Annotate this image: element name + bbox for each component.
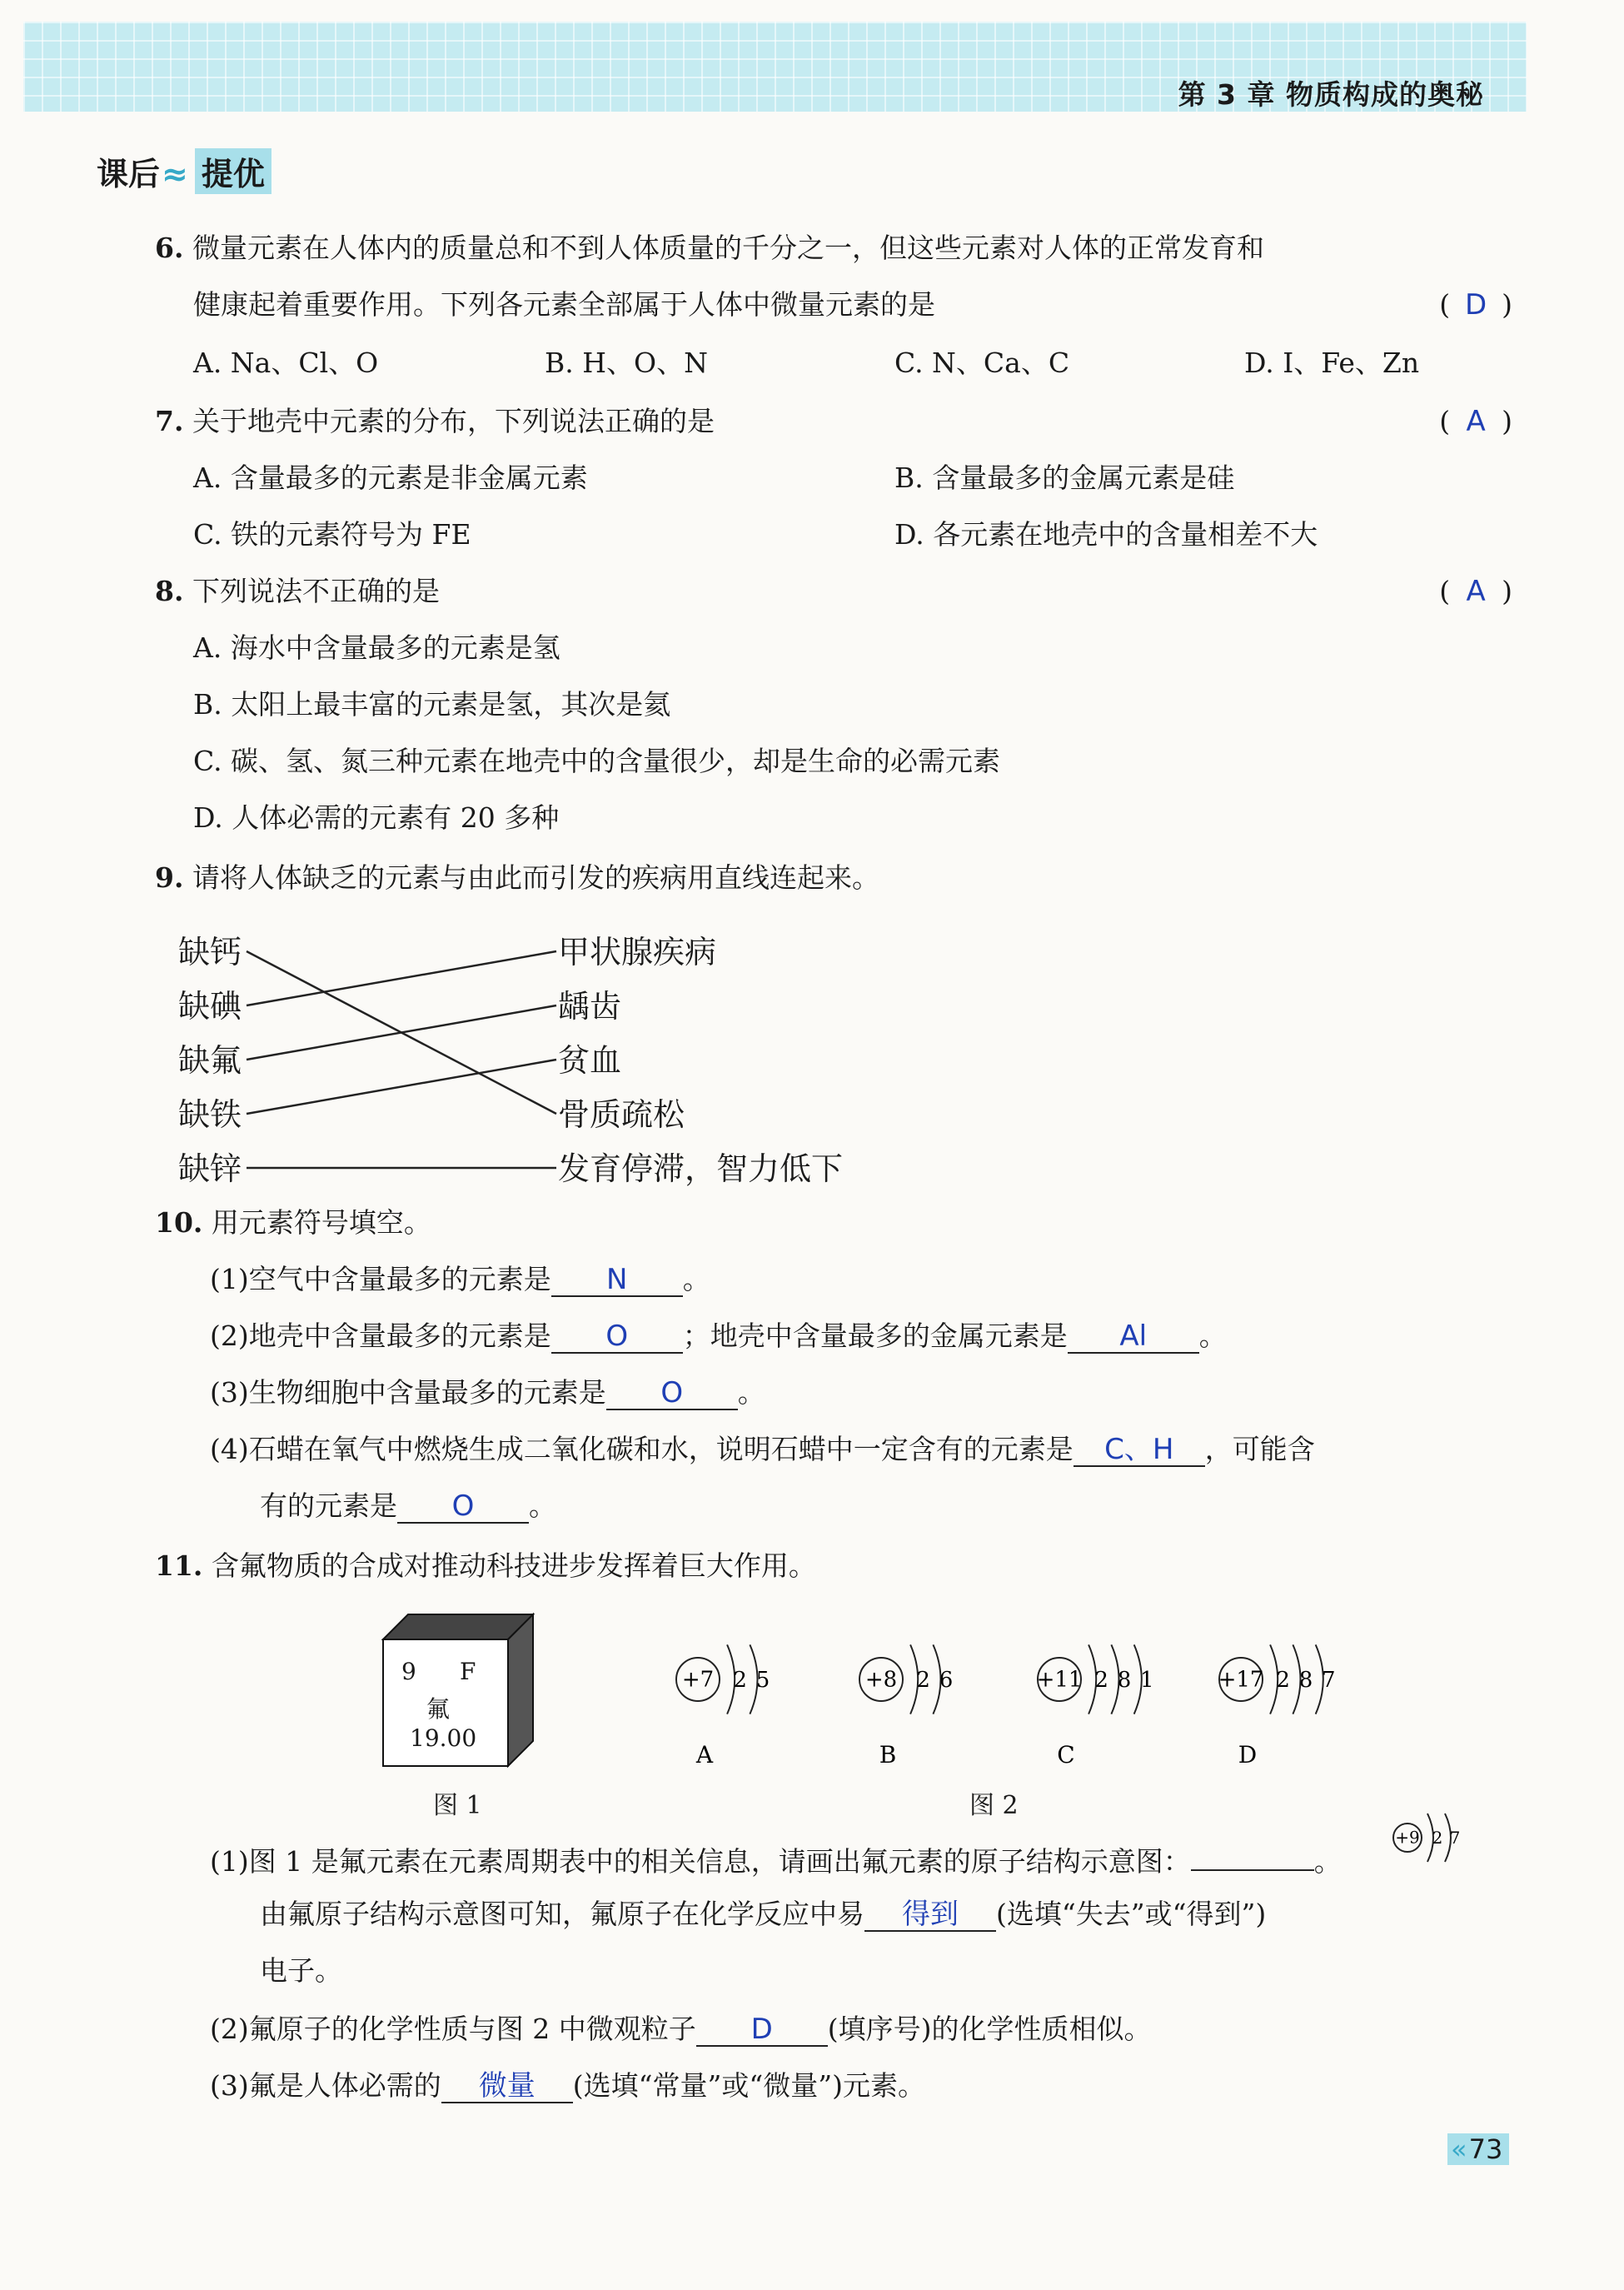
nucleus-charge: +11 [1036,1667,1083,1693]
q9-right-item: 骨质疏松 [558,1096,685,1133]
wave-icon: ≈ [162,156,188,192]
q6-line1: 6. 微量元素在人体内的质量总和不到人体质量的千分之一，但这些元素对人体的正常发育和 [155,232,1264,264]
atom-label: A [695,1741,714,1769]
q11-part1c: 电子。 [260,1954,342,1987]
q9-left-item: 缺铁 [178,1096,242,1133]
chapter-title: 第 3 章 物质构成的奥秘 [1178,78,1484,111]
q9-right-item: 发育停滞，智力低下 [558,1150,844,1187]
page-number: «73 [1447,2133,1509,2165]
q10-p4-answer: C、H [1104,1433,1174,1466]
q8-option-c: C. 碳、氢、氮三种元素在地壳中的含量很少，却是生命的必需元素 [193,745,1001,777]
q7-option-a: A. 含量最多的元素是非金属元素 [193,461,588,494]
q8-option-d: D. 人体必需的元素有 20 多种 [193,801,560,834]
fluorine-atom-diagram [1393,1814,1460,1862]
chevron-left-icon: « [1451,2133,1467,2165]
q6-answer-bracket: ( D ) [1439,288,1512,322]
q10-p3-answer: O [660,1376,684,1409]
q8-stem: 8. 下列说法不正确的是 [155,575,440,607]
q7-option-c: C. 铁的元素符号为 FE [193,518,471,551]
figure-1-caption: 图 1 [433,1791,482,1820]
q11-part3: (3)氟是人体必需的 微量 (选填“常量”或“微量”)元素。 [210,2069,925,2103]
q6-option-a: A. Na、Cl、O [193,347,379,379]
q11-p1b-answer: 得到 [902,1898,959,1931]
atom-label: D [1238,1741,1258,1769]
electron-count: 8 [1298,1668,1313,1694]
q11-p2-answer: D [750,2013,773,2046]
nucleus-charge: +17 [1218,1667,1264,1693]
atom-diagrams [676,1644,1336,1769]
q9-left-item: 缺碘 [178,988,242,1025]
q10-p2-answer: O [605,1320,629,1353]
q10-part4: (4)石蜡在氧气中燃烧生成二氧化碳和水，说明石蜡中一定含有的元素是 C、H ，可能含 [210,1433,1315,1466]
q9-stem: 9. 请将人体缺乏的元素与由此而引发的疾病用直线连起来。 [155,861,879,894]
nucleus-charge: +8 [864,1667,898,1693]
q9-left-item: 缺钙 [178,934,242,970]
q10-stem: 10. 用元素符号填空。 [155,1206,431,1239]
atom-label: B [879,1741,897,1769]
q8-option-a: A. 海水中含量最多的元素是氢 [193,631,560,664]
section-label-a: 课后 [97,156,161,192]
q11-part1: (1)图 1 是氟元素在元素周期表中的相关信息，请画出氟元素的原子结构示意图： 。 [210,1841,1342,1878]
electron-count: 2 [1276,1668,1290,1694]
q10-p4b-answer: O [451,1489,475,1523]
q7-option-d: D. 各元素在地壳中的含量相差不大 [894,518,1318,551]
q7-stem: 7. 关于地壳中元素的分布，下列说法正确的是 [155,405,715,437]
q10-part4b: 有的元素是 O 。 [260,1489,556,1523]
tile-mass: 19.00 [410,1724,477,1752]
figure-2-caption: 图 2 [969,1791,1019,1820]
q11-part2: (2)氟原子的化学性质与图 2 中微观粒子 D (填序号)的化学性质相似。 [210,2013,1152,2046]
nucleus-charge: +7 [681,1667,715,1693]
q8-answer-bracket: ( A ) [1439,575,1512,608]
q8-option-b: B. 太阳上最丰富的元素是氢，其次是氦 [193,688,671,721]
electron-count: 2 [916,1668,930,1694]
atom-label: C [1057,1741,1075,1769]
q9-right-item: 甲状腺疾病 [558,934,717,970]
q11-part1b: 由氟原子结构示意图可知，氟原子在化学反应中易 得到 (选填“失去”或“得到”) [260,1898,1267,1931]
electron-count: 6 [939,1668,954,1694]
electron-count: 1 [1140,1668,1154,1694]
q10-p2-answer2: Al [1119,1320,1148,1353]
electron-count: 2 [1094,1668,1108,1694]
electron-count: 5 [755,1668,770,1694]
q9-right-item: 贫血 [558,1042,622,1079]
nucleus-charge: +9 [1395,1827,1420,1848]
q6-option-d: D. I、Fe、Zn [1244,347,1420,379]
q7-option-b: B. 含量最多的金属元素是硅 [894,461,1235,494]
q10-p1-answer: N [606,1263,628,1296]
q9-left-item: 缺氟 [178,1042,242,1079]
q10-part3: (3)生物细胞中含量最多的元素是 O 。 [210,1376,765,1409]
q10-part2: (2)地壳中含量最多的元素是 O ；地壳中含量最多的金属元素是 Al 。 [210,1320,1227,1353]
electron-count: 8 [1117,1668,1132,1694]
q7-answer-bracket: ( A ) [1439,405,1512,438]
q10-part1: (1)空气中含量最多的元素是 N 。 [210,1263,710,1296]
tile-atomic-number: 9 [401,1658,416,1685]
q9-right-item: 龋齿 [558,988,622,1025]
q6-option-c: C. N、Ca、C [894,347,1070,379]
electron-count: 2 [1432,1828,1443,1848]
q6-option-b: B. H、O、N [545,347,708,379]
q11-p3-answer: 微量 [478,2069,536,2103]
electron-count: 2 [733,1668,747,1694]
tile-symbol: F [460,1658,476,1685]
electron-count: 7 [1322,1668,1336,1694]
q9-left-item: 缺锌 [178,1150,242,1187]
q11-stem: 11. 含氟物质的合成对推动科技进步发挥着巨大作用。 [155,1549,816,1582]
section-label-b: 提优 [195,148,271,194]
q6-line2: 健康起着重要作用。下列各元素全部属于人体中微量元素的是 [193,288,935,321]
tile-name: 氟 [426,1695,451,1723]
electron-count: 7 [1449,1828,1461,1848]
